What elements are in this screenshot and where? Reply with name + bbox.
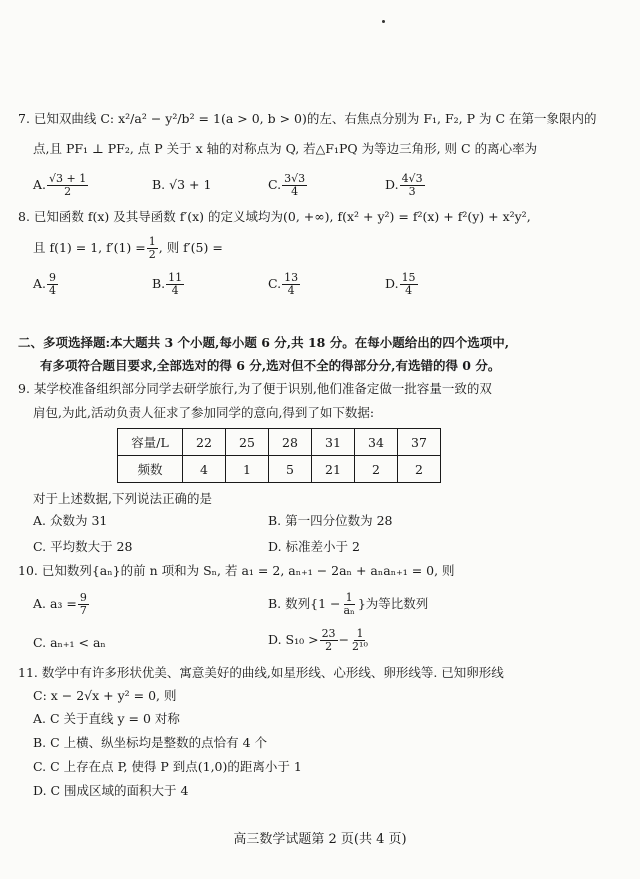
table-cell: 4 bbox=[183, 456, 226, 483]
table-cell: 2 bbox=[355, 456, 398, 483]
q8-option-c: C. $\frac{13}{4}$ bbox=[268, 271, 299, 297]
table-cell: 5 bbox=[269, 456, 312, 483]
table-row bbox=[118, 456, 441, 483]
q9-option-c: C. 平均数大于 28 bbox=[33, 539, 133, 554]
table-row bbox=[118, 429, 441, 456]
q11-option-c: C. C 上存在点 P, 使得 P 到点(1,0)的距离小于 1 bbox=[33, 759, 302, 774]
q7-stem-line2: 点,且 PF₁ ⊥ PF₂, 点 P 关于 x 轴的对称点为 Q, 若△F₁PQ 为等边三角形, 则 C 的离心率为 bbox=[33, 141, 538, 156]
table-cell: 1 bbox=[226, 456, 269, 483]
q11-option-d: D. C 围成区域的面积大于 4 bbox=[33, 783, 189, 798]
q10-stem: 10. 已知数列{aₙ}的前 n 项和为 Sₙ, 若 a₁ = 2, aₙ₊₁ − 2aₙ + aₙaₙ₊₁ = 0, 则 bbox=[18, 563, 455, 578]
page-footer: 高三数学试题第 2 页(共 4 页) bbox=[233, 832, 407, 847]
table-header-cell: 37 bbox=[398, 429, 441, 456]
q8-stem-line2: 且 f(1) = 1, f′(1) = $\frac{1}{2}$ , 则 f′(5) = bbox=[33, 235, 223, 261]
q11-option-b: B. C 上横、纵坐标均是整数的点恰有 4 个 bbox=[33, 735, 268, 750]
q7-option-c: C. $\frac{3√3}{4}$ bbox=[268, 172, 306, 198]
q9-option-d: D. 标准差小于 2 bbox=[268, 539, 360, 554]
table-header-cell: 25 bbox=[226, 429, 269, 456]
q9-option-a: A. 众数为 31 bbox=[33, 513, 108, 528]
q7-option-b: B. √3 + 1 bbox=[152, 177, 212, 192]
q9-option-b: B. 第一四分位数为 28 bbox=[268, 513, 393, 528]
section2-instructions-line2: 有多项符合题目要求,全部选对的得 6 分,选对但不全的得部分分,有选错的得 0 分。 bbox=[40, 358, 501, 373]
q10-option-d: D. S₁₀ > $\frac{23}{2}$ − $\frac{1}{\text{2¹⁰}}$ bbox=[268, 627, 368, 653]
q10-option-b: B. 数列{1 − $\frac{1}{\text{aₙ}}$ }为等比数列 bbox=[268, 591, 429, 617]
q7-stem-line1: 7. 已知双曲线 C: x²/a² − y²/b² = 1(a > 0, b > 0)的左、右焦点分别为 F₁, F₂, P 为 C 在第一象限内的 bbox=[18, 111, 597, 126]
q7-option-a: A. $\frac{√3 + 1}{2}$ bbox=[33, 172, 87, 198]
q11-stem-line2: C: x − 2√x + y² = 0, 则 bbox=[33, 688, 177, 703]
table-header-cell: 34 bbox=[355, 429, 398, 456]
q10-option-a: A. a₃ = $\frac{9}{7}$ bbox=[33, 591, 87, 617]
q10-option-c: C. aₙ₊₁ < aₙ bbox=[33, 635, 106, 650]
q7-option-d: D. $\frac{4√3}{3}$ bbox=[385, 172, 423, 198]
table-cell: 频数 bbox=[118, 456, 183, 483]
q9-prompt: 对于上述数据,下列说法正确的是 bbox=[33, 491, 212, 506]
q8-stem-line1: 8. 已知函数 f(x) 及其导函数 f′(x) 的定义域均为(0, +∞), f(x² + y²) = f²(x) + f²(y) + x²y², bbox=[18, 209, 531, 224]
scan-dot bbox=[382, 20, 385, 23]
q8-option-d: D. $\frac{15}{4}$ bbox=[385, 271, 416, 297]
table-header-cell: 22 bbox=[183, 429, 226, 456]
table-header-cell: 28 bbox=[269, 429, 312, 456]
q9-data-table bbox=[117, 428, 441, 483]
q9-stem-line1: 9. 某学校准备组织部分同学去研学旅行,为了便于识别,他们准备定做一批容量一致的双 bbox=[18, 381, 492, 396]
table-cell: 21 bbox=[312, 456, 355, 483]
q8-option-a: A. $\frac{9}{4}$ bbox=[33, 271, 57, 297]
q8-option-b: B. $\frac{11}{4}$ bbox=[152, 271, 183, 297]
q9-stem-line2: 肩包,为此,活动负责人征求了参加同学的意向,得到了如下数据: bbox=[33, 405, 375, 420]
table-header-cell: 容量/L bbox=[118, 429, 183, 456]
section2-instructions-line1: 二、多项选择题:本大题共 3 个小题,每小题 6 分,共 18 分。在每小题给出的四个选项中, bbox=[18, 335, 510, 350]
table-header-cell: 31 bbox=[312, 429, 355, 456]
q11-stem-line1: 11. 数学中有许多形状优美、寓意美好的曲线,如星形线、心形线、卵形线等. 已知卵形线 bbox=[18, 665, 504, 680]
q11-option-a: A. C 关于直线 y = 0 对称 bbox=[33, 711, 180, 726]
table-cell: 2 bbox=[398, 456, 441, 483]
